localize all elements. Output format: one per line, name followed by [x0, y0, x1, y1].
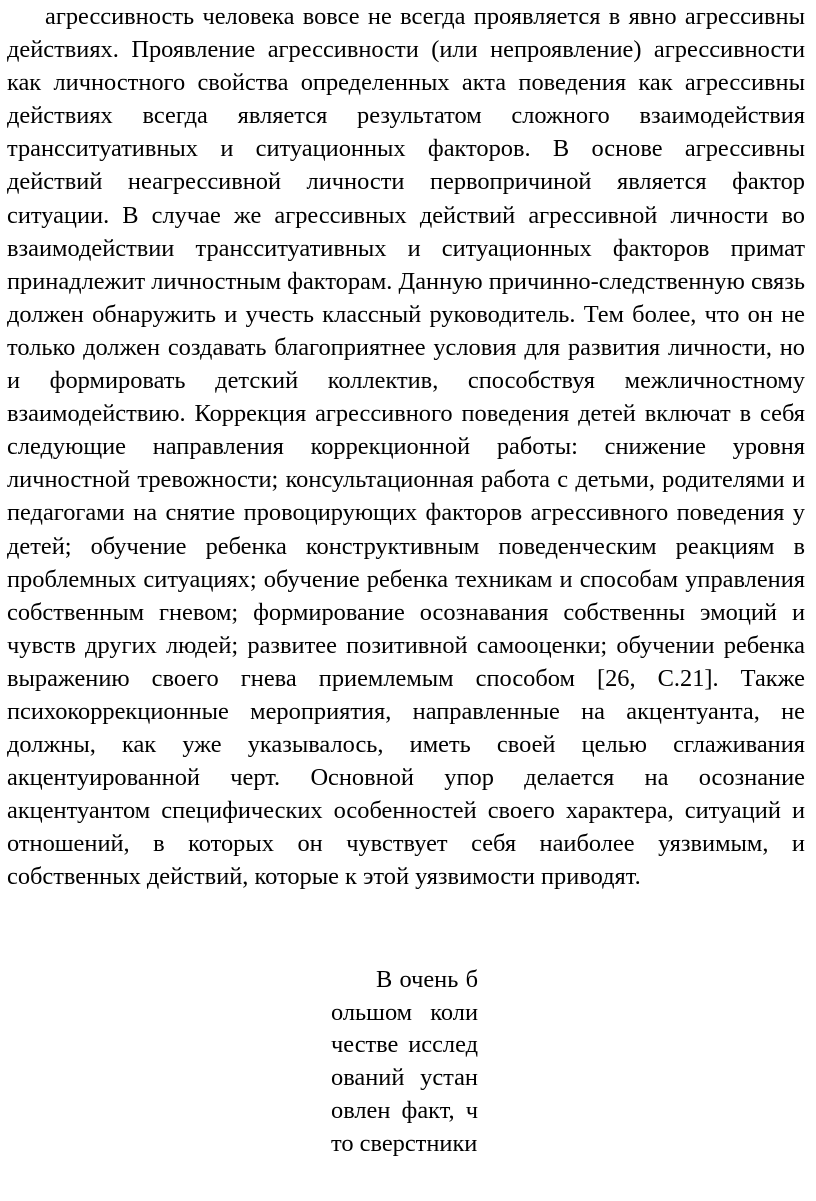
narrow-column-paragraph: В очень большом количестве исследований установлен факт, что сверстники — [331, 966, 478, 1157]
main-paragraph: агрессивность человека вовсе не всегда проявляется в явно агрессивны действиях. Проявление агрессивности (или непроявление) агрессивности как личностного свойства определенных акта поведения как агрессивны действиях всегда является результатом сложного взаимодействия трансситуативных и ситуационных факторов. В основе агрессивны действий неагрессивной личности первопричиной является фактор ситуации. В случае же агрессивных действий агрессивной личности во взаимодействии трансситуативных и ситуационных факторов примат принадлежит личностным факторам. Данную причинно-следственную связь должен обнаружить и учесть классный руководитель. Тем более, что он не только должен создавать благоприятнее условия для развития личности, но и формировать детский коллектив, способствуя межличностному взаимодействию. Коррекция агрессивного поведения детей включат в себя следующие направления коррекционной работы: снижение уровня личностной тревожности; консультационная работа с детьми, родителями и педагогами на снятие провоцирующих факторов агрессивного поведения у детей; обучение ребенка конструктивным поведенческим реакциям в проблемных ситуациях; обучение ребенка техникам и способам управления собственным гневом; формирование осознавания собственны эмоций и чувств других людей; развитее позитивной самооценки; обучении ребенка выражению своего гнева приемлемым способом [26, С.21]. Также психокоррекционные мероприятия, направленные на акцентуанта, не должны, как уже указывалось, иметь своей целью сглаживания акцентуированной черт. Основной упор делается на осознание акцентуантом специфических особенностей своего характера, ситуаций и отношений, в которых он чувствует себя наиболее уязвимым, и собственных действий, которые к этой уязвимости приводят. — [7, 3, 805, 891]
